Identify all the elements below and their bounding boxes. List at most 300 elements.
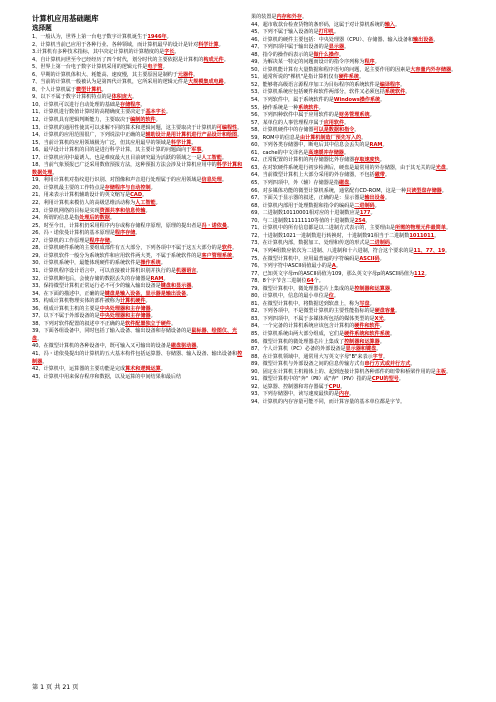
answer-text: 科学计算和数据处理 (32, 162, 243, 176)
question-text: 62、正常配置的计算机的内存储器比外存储器 (251, 157, 355, 164)
question-text: 53、计算机系统应包括硬件和软件两部分，软件又必须包括 (251, 89, 385, 96)
question-item (32, 245, 245, 253)
answer-text: 二进制码 (369, 240, 390, 247)
question-text: 4、自计算机问世至今已经经历了四个时代，划分时代的主要依据是计算机的 (32, 56, 204, 63)
question-item (32, 260, 245, 268)
question-item (251, 376, 464, 384)
question-suffix: 。 (142, 192, 148, 199)
question-text: 12、计算机具有逻辑判断能力，主要取决于 (32, 117, 131, 124)
question-text: 19、利用计算机对指纹进行识别、对图像和声音进行处理属于的应用领域是 (32, 177, 202, 184)
answer-text: 体积庞大 (111, 94, 133, 101)
question-item (32, 177, 245, 185)
question-suffix: 。 (383, 315, 389, 322)
question-suffix: 。 (333, 29, 340, 36)
question-text: 42、计算机中，运算器的主要功能是完成 (32, 366, 126, 373)
question-item (32, 162, 245, 177)
question-suffix: 。 (424, 270, 430, 277)
question-text: 30、计算机系统中，最能体现硬件的系统软件是 (32, 260, 141, 267)
question-item (251, 14, 464, 22)
question-suffix: 。 (140, 101, 146, 108)
document-title: 计算机应用基础题库 (32, 14, 99, 23)
question-text: 16、最早设计计算机的目的是进行科学计算，其主要计算的问题面向于 (32, 147, 192, 154)
question-item (32, 351, 245, 366)
answer-text: 硬件系统 (338, 74, 359, 81)
question-text: 70、与二进制数11111110等值的十进制数是 (251, 217, 355, 224)
answer-text: 程序存储 (89, 237, 110, 244)
question-text: 3.计算机有多种技术指标，其中决定计算机的计算精度的是 (32, 49, 165, 56)
question-suffix: 。 (445, 247, 451, 254)
question-suffix: 。 (405, 89, 411, 96)
question-item (251, 256, 464, 264)
question-suffix: 。 (221, 154, 227, 161)
answer-text: 操作系统 (140, 260, 161, 267)
two-column-body (32, 14, 464, 406)
answer-text: 光盘 (435, 164, 446, 171)
answer-text: 科学计算 (170, 139, 192, 146)
answer-text: 人工智能 (135, 200, 156, 207)
question-item (32, 147, 245, 155)
answer-text: 磁带 (374, 172, 385, 179)
answer-text: 所需的物理元件最简单 (395, 225, 446, 232)
answer-text: 中央处理器和主存储器 (99, 305, 151, 312)
question-item (32, 343, 245, 351)
answer-text: 11、77、19 (413, 247, 445, 254)
question-text: 果的装置是 (251, 14, 277, 20)
question-item (251, 278, 464, 286)
question-item (32, 268, 245, 276)
question-item (251, 157, 464, 165)
question-suffix: 。 (145, 207, 151, 214)
answer-text: 基本字长 (145, 109, 166, 116)
question-text: 9、以下不属于数字计算机特点的是 (32, 94, 112, 101)
answer-text: CPU (328, 383, 341, 390)
question-item (251, 74, 464, 82)
question-suffix: 。 (400, 81, 406, 88)
question-item (251, 391, 464, 399)
question-text: 28、计算机硬件系统的主要组成部件有五大部分，下列各项中不属于这五大部分的是 (32, 245, 222, 252)
question-text: 56、下列四种软件中属于应用软件的是 (251, 112, 339, 119)
answer-text: 大容量内外存储器 (410, 66, 452, 73)
question-item (32, 79, 245, 87)
answer-text: 做什么操作 (313, 51, 339, 58)
question-suffix: 。 (160, 366, 166, 373)
question-suffix: 。 (365, 217, 371, 224)
question-suffix: 。 (370, 210, 376, 217)
question-text: 71、计算机中的所有信息都是以二进制方式表示的，主要理由是 (251, 225, 396, 232)
question-suffix: 。 (166, 34, 172, 40)
question-suffix: 。 (155, 117, 161, 124)
question-suffix: 。 (201, 147, 207, 154)
answer-text: 存储程序与自动控制 (104, 184, 151, 191)
question-suffix: 。 (376, 346, 382, 353)
question-suffix: 。 (349, 391, 355, 398)
answer-text: 编制的软件 (130, 117, 156, 124)
question-suffix: 。 (361, 134, 367, 141)
question-text: 93、下列存储器中，读写速度最快的是 (251, 391, 339, 398)
answer-text: 大规模集成电路 (188, 79, 224, 86)
question-text: 43、计算机中用来保存程序和数据，以及运算的中间结果和最后结 (32, 373, 182, 380)
question-text: 64、当前微型计算机上大部分采用的外存储器，不包括 (251, 172, 375, 179)
question-item (251, 59, 464, 67)
question-suffix: 。 (384, 172, 390, 179)
question-item (251, 323, 464, 331)
answer-text: 写盘 (359, 300, 370, 307)
answer-text: 处理后的数据 (79, 215, 110, 222)
question-item (32, 208, 245, 216)
question-item (32, 64, 245, 72)
question-text: 41、冯・诺依曼提出的计算机的五大基本构件包括运算器、存储器、输入设备、输出设备和 (32, 350, 238, 357)
question-text: 24、所谓的信息是指 (32, 215, 80, 222)
question-suffix: 。 (52, 169, 58, 176)
question-suffix: 。 (232, 245, 238, 252)
answer-text: 磁盘驱动器 (170, 343, 197, 350)
answer-text: 人工智能 (201, 154, 222, 161)
answer-text: 电子管 (147, 64, 163, 71)
question-text: 84、一个完备的计算机系统应该包含计算机的 (251, 323, 355, 330)
question-text: 21、用来表示计算机辅助设计的英文缩写是 (32, 192, 131, 199)
question-suffix: 。 (389, 240, 396, 247)
question-suffix: 。 (160, 260, 166, 267)
answer-text: 打印机 (318, 29, 334, 36)
answer-text: 177 (359, 210, 371, 217)
question-suffix: 。 (335, 263, 341, 270)
question-text: 86、微型计算机的微处理器芯片上集成了 (251, 338, 345, 345)
answer-text: 控制器和运算器 (344, 338, 380, 345)
answer-text: 112 (414, 270, 425, 277)
question-item (251, 172, 464, 180)
question-item (251, 339, 464, 347)
answer-text: 输入 (384, 21, 396, 28)
answer-text: 资源共享和信息传输 (99, 207, 146, 214)
question-suffix: 。 (191, 283, 197, 290)
answer-text: RAM (369, 142, 383, 149)
question-item (251, 248, 464, 256)
answer-text: 输出设备 (364, 195, 385, 202)
question-suffix: 。 (349, 180, 355, 187)
question-suffix: 。 (196, 343, 202, 350)
question-text: 91、微型计算机中的"奔"（PⅡ）或"奔"（PⅣ）指的是 (251, 376, 372, 383)
question-item (32, 374, 245, 382)
answer-text: 冯・诺依曼 (201, 222, 227, 229)
answer-text: 内存 (338, 391, 350, 398)
question-suffix: 。 (223, 79, 229, 86)
question-suffix: 。 (343, 149, 350, 156)
question-text: 25、时至今日，计算机仍采用程序内存或称存储程序原理，原理的提出者是 (32, 222, 202, 229)
answer-text: 1946年 (147, 34, 167, 40)
answer-text: RAM (150, 275, 164, 282)
answer-text: 存储程序 (119, 101, 141, 108)
question-suffix: 。 (162, 64, 168, 71)
answer-text: 字长 (164, 49, 175, 56)
right-column (251, 14, 464, 406)
answer-text: 程序存储 (114, 230, 136, 237)
answer-text: 只读型盘存储器 (406, 187, 442, 194)
question-text: 74、下列4组数应依次为二进制、八进制和十六进制，符合这个要求的是 (251, 247, 414, 254)
answer-text: 程序 (364, 59, 375, 66)
answer-text: 硬件系统和软件系统 (344, 330, 390, 337)
answer-text: 可以是数据和指令 (313, 127, 355, 134)
question-item (32, 276, 245, 284)
question-item (251, 22, 464, 30)
answer-text: 编译程序 (379, 81, 401, 88)
question-suffix: 。 (237, 132, 243, 139)
question-item (32, 313, 245, 321)
question-item (251, 105, 464, 113)
question-suffix: 。 (410, 361, 416, 368)
question-text: 5、世界上第一台电子数字计算机采用的逻辑元件是 (32, 64, 148, 71)
question-text: 75、在微型计算机中，应用最普遍的字符编码是 (251, 255, 360, 262)
question-item (251, 240, 464, 248)
question-text: 60、下列各类存储器中，断电后其中信息会丢失的是 (251, 142, 370, 149)
question-text: 73、在计算机内部，数据加工、处理和传送的形式是 (251, 240, 370, 247)
answer-text: 键盘是输入设备，显示器是输出设备 (104, 290, 187, 297)
question-suffix: 。 (109, 215, 115, 222)
answer-text: 内存和外存 (276, 14, 302, 20)
question-item (32, 366, 245, 374)
question-suffix: 。 (226, 222, 233, 229)
question-text: 88、在计算机领域中，通常用大写英文字母"B"来表示 (251, 353, 373, 360)
question-text: 68、计算机内部用于处理数据和指令的编码是 (251, 202, 355, 209)
question-suffix: 。 (37, 335, 43, 342)
question-item (251, 361, 464, 369)
question-suffix: 。 (369, 112, 375, 119)
question-suffix: 。 (445, 225, 452, 232)
question-text: 38、下列对软件配置的叙述中不正确的是 (32, 320, 126, 327)
question-suffix: 。 (170, 320, 177, 327)
section-heading: 选择题 (32, 24, 52, 32)
question-text: 59、ROM中的信息是 (251, 134, 300, 141)
answer-text: 元器件 (177, 71, 194, 78)
question-item (32, 49, 245, 57)
question-item (251, 112, 464, 120)
question-item (251, 29, 464, 37)
question-suffix: 。 (150, 305, 156, 312)
answer-text: 鼠标器、绘图仪、光盘 (32, 328, 238, 342)
question-suffix: 。 (379, 323, 385, 330)
question-text: 20、计算机最主要的工作特点是 (32, 184, 105, 191)
question-text: 40、在微型计算机的各种设备中，既可输入又可输出的设备是 (32, 343, 171, 350)
question-suffix: 。 (433, 36, 439, 43)
question-text: 32、计算机断电后，会使存储的数据丢失的存储器是 (32, 275, 151, 282)
question-item (251, 210, 464, 218)
answer-text: 主板 (435, 368, 446, 375)
question-text: 55、操作系统是一种 (251, 104, 299, 111)
question-suffix: 。 (42, 358, 48, 365)
answer-text: 系统软件 (298, 104, 319, 111)
question-text: 83、下列四项中，不属于多媒体所包括的媒体类型的是 (251, 315, 375, 322)
question-item (32, 215, 245, 223)
question-item (32, 192, 245, 200)
question-suffix: 。 (451, 66, 457, 73)
question-item (251, 127, 464, 135)
question-item (251, 263, 464, 271)
question-suffix: 。 (196, 267, 202, 274)
question-item (32, 298, 245, 306)
question-suffix: 。 (191, 139, 197, 146)
question-suffix: 。 (339, 51, 345, 58)
question-text: 29、计算机软件一般分为系统软件和应用软件两大类，不属于系统软件的是 (32, 252, 202, 259)
question-suffix: 。 (150, 313, 156, 320)
answer-text: 硬件和软件 (354, 323, 380, 330)
question-item (251, 225, 464, 233)
question-suffix: 。 (174, 49, 180, 56)
question-suffix: 。 (445, 368, 452, 375)
question-text: 87、个人计算机（PC）必备的外部设备是 (251, 346, 346, 353)
question-suffix: 。 (221, 177, 227, 184)
question-text: 61、cache的中文译名是 (251, 149, 309, 156)
question-text: 11、计算机进行数值计算时的高精确度主要决定于 (32, 109, 146, 116)
question-text: 85、计算机系统由两大部分组成，它们是 (251, 330, 345, 337)
question-text: 22、利用计算机来模仿人的高级思维活动称为 (32, 200, 136, 207)
question-item (32, 328, 245, 343)
question-suffix: 。 (150, 184, 156, 191)
question-text: 51、通常所说的"裸机"是指计算机仅有 (251, 74, 339, 81)
question-item (32, 109, 245, 117)
answer-text: 控制器和运算器 (354, 285, 390, 292)
question-text: 50、计算机能计算有大量数据和程序语句的问题，起主要作用的因素是 (251, 66, 411, 73)
question-suffix: 。 (165, 109, 171, 116)
question-suffix: 。 (318, 104, 324, 111)
answer-text: 中央处理器和主存储器 (99, 313, 151, 320)
question-suffix: 。 (441, 187, 447, 194)
question-text: 27、计算机的工作原理是 (32, 237, 90, 244)
answer-text: 键盘和显示器 (160, 283, 192, 290)
answer-text: A (331, 263, 336, 270)
question-suffix: 。 (434, 232, 440, 239)
answer-text: CPU的型号 (371, 376, 399, 383)
question-text: 67、下面关于显示器的叙述，正确的是：显示器是 (251, 195, 365, 202)
answer-text: 系统软件 (384, 89, 406, 96)
answer-text: 硬盘容量 (374, 308, 396, 315)
question-text: 63、在对软硬件系统进行初步检测后，硬盘是最常用的外存储器，由于其无关的是 (251, 164, 436, 171)
question-text: 10、计算机可以进行自动处理的基础是 (32, 101, 120, 108)
question-suffix: 。 (186, 290, 192, 297)
answer-text: 控制器 (32, 350, 243, 365)
question-suffix: 。 (445, 164, 452, 171)
question-text: 13、计算机的通用性使其可以求解不同的算术和逻辑问题，这主要取决于计算机的 (32, 124, 217, 131)
question-text: 81、在微型计算机中，将数据送到软盘上，称为 (251, 300, 360, 307)
question-text: 76、下列字符中ASCII码值最小的是 (251, 263, 332, 270)
answer-text: 辅助设计是用计算机进行产品设计和绘图 (145, 132, 238, 139)
answer-text: Windows操作系统 (333, 97, 381, 104)
question-suffix: 。 (333, 293, 340, 300)
question-text: 77、已知英文字母m的ASCII码值为109，那么英文字母p的ASCII码值为 (251, 270, 415, 277)
question-text: 23、计算机网络的目标是实现 (32, 207, 100, 214)
question-suffix: 个。 (313, 278, 324, 285)
question-item (32, 132, 245, 140)
answer-text: 高速缓冲存储器 (308, 149, 344, 156)
question-suffix: 。 (382, 142, 388, 149)
question-text: 2、计算机当前已应用于各种行业、各种领域，而计算机最早的设计是针对 (32, 41, 199, 48)
answer-text: 由计算机制造厂预先写入的 (300, 134, 362, 141)
question-text: 17、计算机应用中最诱人、也是难度最大且目前研究最为活跃的领域之一是 (32, 154, 202, 161)
question-text: 58、计算机硬件中的存储器 (251, 127, 314, 134)
question-suffix: 。 (344, 119, 350, 126)
answer-text: 机器语言 (176, 267, 197, 274)
question-text: 1、一般认为，世界上第一台电子数字计算机诞生于 (32, 34, 148, 40)
question-suffix: 。 (218, 41, 224, 48)
page-footer: 第 1 页 共 21 页 (32, 684, 79, 691)
question-suffix: 。 (379, 157, 385, 164)
answer-text: 军事 (191, 147, 202, 154)
question-text: 72、十进制数1021一进制数进行转换时，十进制数91相当于二进制数 (251, 232, 410, 239)
question-item (251, 346, 464, 354)
answer-text: X光 (374, 315, 384, 322)
answer-text: 位 (328, 293, 334, 300)
answer-text: 254 (354, 217, 366, 224)
question-suffix: 。 (301, 14, 308, 20)
question-item (32, 42, 245, 50)
answer-text: 显示器 (328, 44, 345, 51)
question-item (32, 291, 245, 299)
question-text: 14、计算机的应用范围很广，下列说法中正确的是 (32, 132, 146, 139)
answer-text: 应用软件 (323, 119, 345, 126)
answer-text: 科学计算 (198, 41, 219, 48)
question-text: 54、下列软件中，属于系统软件的是 (251, 97, 334, 104)
question-item (251, 195, 464, 203)
answer-text: 计算机硬件 (119, 298, 146, 305)
question-item (32, 94, 245, 102)
question-text: 36、组成计算机主机的主要是 (32, 305, 100, 312)
question-text: 94、计算机的内存容量可能不同，而计算容量的基本单位都是字节 (251, 398, 401, 405)
question-text: 79、微型计算机中，微处理器芯片上集成的是 (251, 285, 355, 292)
question-text: 39、下面各组设备中，同时包括了输入设备、输出设备和存储设备的是 (32, 328, 192, 335)
question-suffix: 。 (232, 252, 238, 259)
question-item (251, 188, 464, 196)
question-text: 34、在下面的描述中，正确的是 (32, 290, 105, 297)
answer-text: CAD (130, 192, 143, 199)
question-text: 57、某单位的人事管理程序属于 (251, 119, 324, 126)
question-text: 6、早期的计算机体积大、耗能高、速度慢，其主要原因是制约于 (32, 71, 178, 78)
question-suffix: 。 (382, 353, 388, 360)
question-item (251, 89, 464, 97)
question-item (32, 230, 245, 238)
answer-text: 1011011 (409, 232, 435, 239)
question-suffix: 。 (369, 300, 375, 307)
question-text: 92、运算器、控制器和寄存器属于 (251, 383, 329, 390)
question-suffix: 。 (145, 298, 151, 305)
question-suffix: 。 (380, 97, 386, 104)
question-text: 7、当前的计算机一般被认为是第四代计算机，它所采用的逻辑元件是 (32, 79, 189, 86)
question-text: 18、当前气象预报已广泛采用数值预报方法，这种预报方法会涉及计算机应用中的 (32, 162, 217, 169)
answer-text: 微型计算机 (76, 86, 102, 93)
question-item (251, 180, 464, 188)
question-suffix: 。 (358, 74, 365, 81)
question-suffix: 。 (384, 195, 390, 202)
answer-text: ASCII码 (359, 255, 380, 262)
question-suffix: 。 (193, 71, 199, 78)
question-suffix: 。 (101, 86, 107, 93)
question-suffix: 。 (379, 255, 385, 262)
question-suffix: 。 (109, 237, 115, 244)
question-text: 33、保持微型计算机正常运行必不可少的输入输出设备是 (32, 283, 161, 290)
question-suffix: 。 (223, 56, 229, 63)
question-text: 47、下列四项中属于输出设备的是 (251, 44, 329, 51)
answer-text: 串行方式或并行方式 (364, 361, 411, 368)
question-suffix: 。 (132, 94, 138, 101)
question-text: 37、以下不属于外部设备的是 (32, 313, 100, 320)
question-text: 78、8个字节含二进制位 (251, 278, 307, 285)
question-text: 82、下列各项中，不是微型计算机的主要性能指标的是 (251, 308, 375, 315)
question-item (251, 142, 464, 150)
answer-text: 软件配置独立于硬件 (125, 320, 171, 327)
question-text: 66、对多媒体功能的微型计算机系统，通常配有CD-ROM，这是一种 (251, 187, 407, 194)
question-item (251, 399, 464, 407)
left-column (32, 14, 245, 406)
question-item (251, 308, 464, 316)
question-text: 69、二进制数10110001相对应的十进制数应是 (251, 210, 360, 217)
question-suffix: 。 (395, 308, 401, 315)
